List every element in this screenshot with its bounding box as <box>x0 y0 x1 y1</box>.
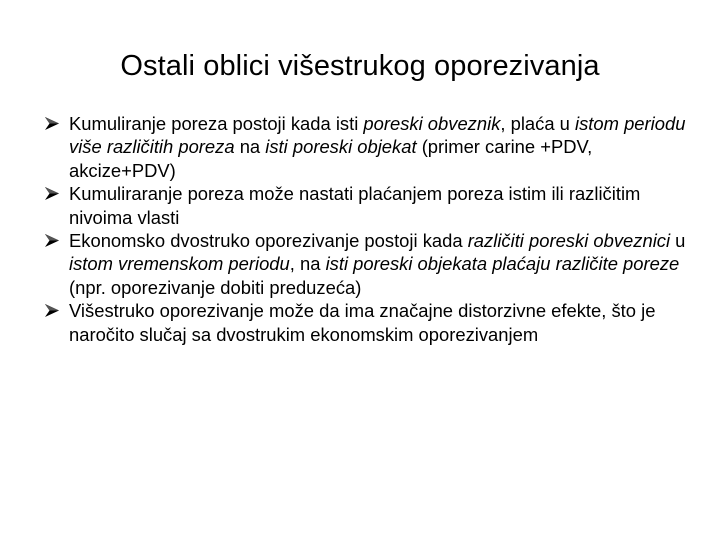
italic-segment: isti poreski objekat <box>265 136 417 158</box>
bullet-item <box>44 112 694 182</box>
text-segment: , plaća u <box>500 113 576 134</box>
text-segment: Kumuliraranje poreza može nastati plaćanjem poreza istim ili različitim nivoima vlasti <box>69 183 641 228</box>
bullet-text <box>69 183 640 227</box>
italic-segment: poreski obveznik <box>363 113 501 134</box>
text-segment: (primer carine +PDV, akcize+PDV) <box>69 136 593 181</box>
bullet-text <box>69 230 685 298</box>
bullet-item <box>44 299 694 346</box>
arrow-bullet-icon <box>44 112 62 135</box>
italic-segment: različiti poreski obveznici <box>467 230 671 252</box>
text-segment: Kumuliranje poreza postoji kada isti <box>69 113 364 134</box>
text-segment: Ekonomsko dvostruko oporezivanje postoji kada <box>69 230 468 252</box>
arrow-bullet-icon <box>44 229 62 252</box>
bullet-item <box>44 229 694 299</box>
arrow-bullet-icon <box>44 182 62 205</box>
text-segment: , na <box>289 253 326 275</box>
bullet-list <box>44 112 694 346</box>
text-segment: u <box>670 230 686 252</box>
italic-segment: istom periodu više različitih poreza <box>69 113 686 158</box>
text-segment: na <box>234 136 266 158</box>
arrow-bullet-icon <box>44 299 62 322</box>
italic-segment: istom vremenskom periodu <box>69 253 290 275</box>
text-segment: Višestruko oporezivanje može da ima značajne distorzivne efekte, što je naročito slučaj sa dvostrukim ekonomskim oporezivanjem <box>69 300 656 345</box>
bullet-item <box>44 182 694 229</box>
italic-segment: isti poreski objekata plaćaju različite poreze <box>325 253 680 275</box>
bullet-text <box>69 300 655 344</box>
text-segment: (npr. oporezivanje dobiti preduzeća) <box>69 276 362 298</box>
slide-title: Ostali oblici višestrukog oporezivanja <box>120 50 600 82</box>
bullet-text <box>69 113 685 181</box>
